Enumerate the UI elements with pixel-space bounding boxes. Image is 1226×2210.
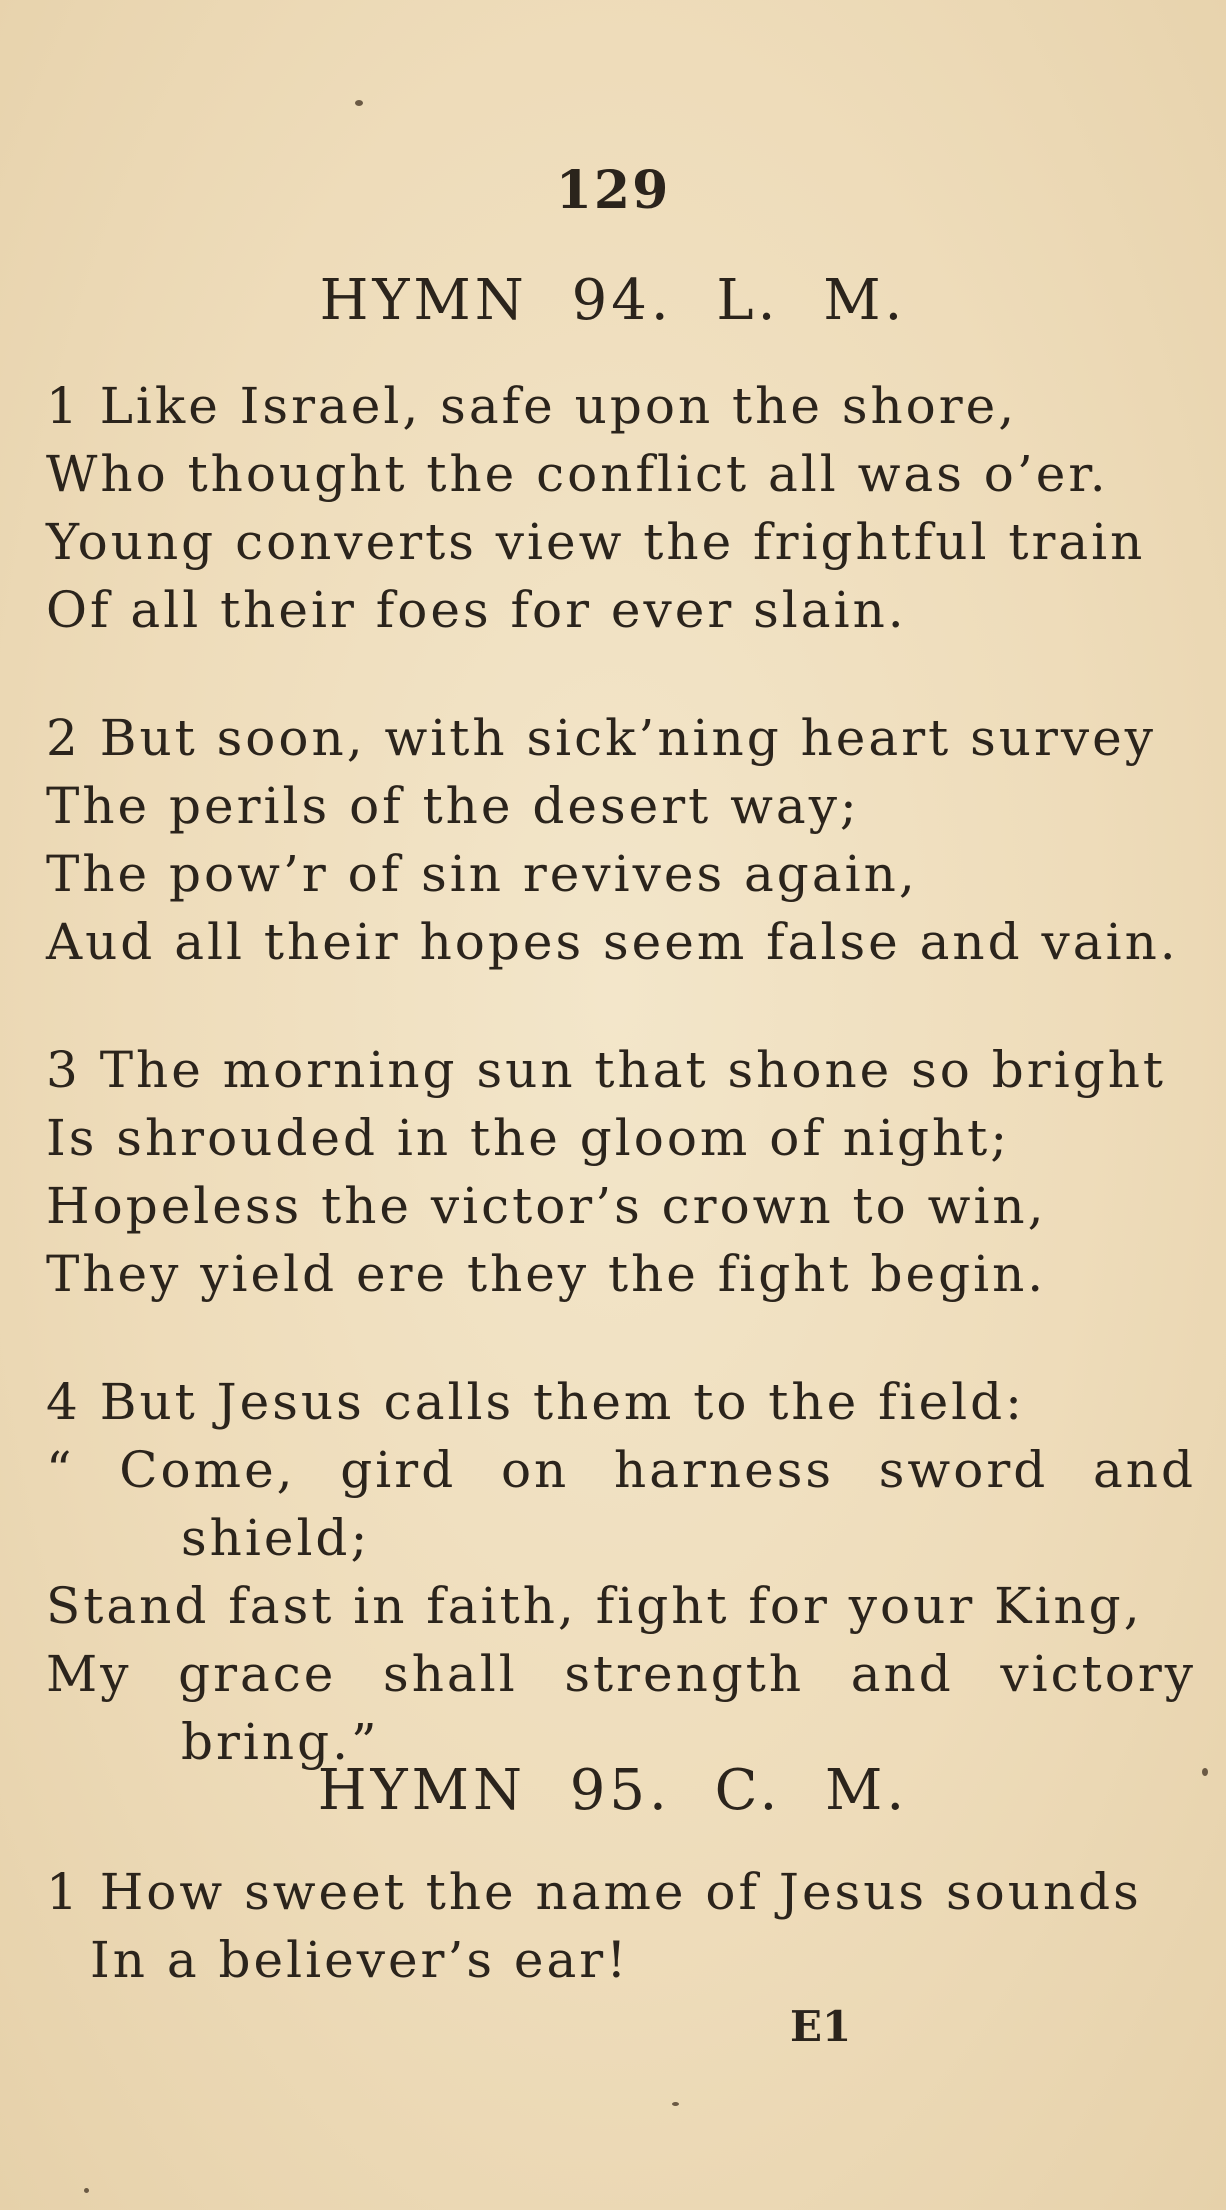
verse-line: Aud all their hopes seem false and vain. bbox=[46, 913, 1179, 971]
verse-line: In a believer’s ear! bbox=[90, 1931, 630, 1989]
verse-line: Stand fast in faith, fight for your King, bbox=[46, 1577, 1143, 1635]
hymn-94-verses bbox=[46, 372, 1196, 1776]
verse-line: “ Come, gird on harness sword and bbox=[46, 1441, 1196, 1499]
paper-speck bbox=[1202, 1768, 1208, 1776]
verse-line: 1 Like Israel, safe upon the shore, bbox=[46, 377, 1018, 435]
verse-1 bbox=[46, 372, 1196, 644]
signature-mark: E1 bbox=[790, 2002, 852, 2051]
verse-3 bbox=[46, 1036, 1196, 1308]
verse-line-continuation: bring.” bbox=[181, 1713, 380, 1771]
paper-speck bbox=[355, 100, 363, 106]
verse-line: 3 The morning sun that shone so bright bbox=[46, 1041, 1167, 1099]
verse-1 bbox=[46, 1858, 1196, 1994]
verse-2 bbox=[46, 704, 1196, 976]
verse-line: They yield ere they the fight begin. bbox=[46, 1245, 1047, 1303]
verse-gap bbox=[46, 644, 1196, 704]
hymn-94-heading: HYMN 94. L. M. bbox=[319, 268, 907, 333]
verse-gap bbox=[46, 1308, 1196, 1368]
verse-line: Who thought the conflict all was o’er. bbox=[46, 445, 1109, 503]
verse-line: The perils of the desert way; bbox=[46, 777, 860, 835]
verse-line: 2 But soon, with sick’ning heart survey bbox=[46, 709, 1156, 767]
verse-line: Hopeless the victor’s crown to win, bbox=[46, 1177, 1047, 1235]
paper-speck bbox=[672, 2102, 679, 2106]
hymn-95-verses bbox=[46, 1858, 1196, 1994]
hymn-95-heading: HYMN 95. C. M. bbox=[317, 1758, 909, 1823]
verse-line: Young converts view the frightful train bbox=[46, 513, 1146, 571]
verse-line: 4 But Jesus calls them to the field: bbox=[46, 1373, 1026, 1431]
verse-line: 1 How sweet the name of Jesus sounds bbox=[46, 1863, 1142, 1921]
verse-line: Of all their foes for ever slain. bbox=[46, 581, 907, 639]
verse-line: My grace shall strength and victory bbox=[46, 1645, 1196, 1703]
verse-gap bbox=[46, 976, 1196, 1036]
verse-4 bbox=[46, 1368, 1196, 1776]
page-number: 129 bbox=[555, 160, 671, 221]
paper-speck bbox=[84, 2188, 89, 2193]
verse-line-continuation: shield; bbox=[181, 1509, 371, 1567]
verse-line: Is shrouded in the gloom of night; bbox=[46, 1109, 1011, 1167]
verse-line: The pow’r of sin revives again, bbox=[46, 845, 918, 903]
